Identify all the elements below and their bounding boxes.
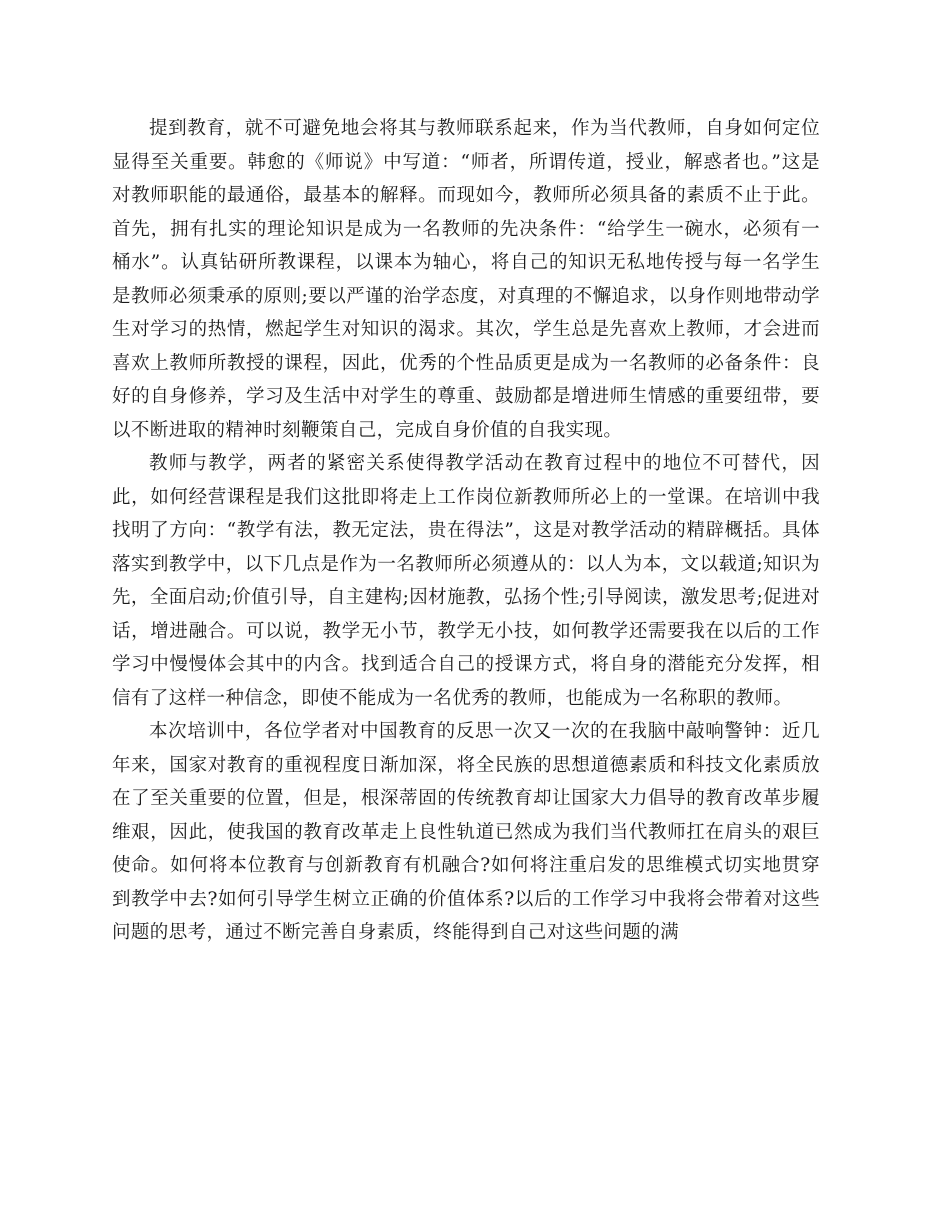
document-body <box>112 112 820 950</box>
paragraph-1: 提到教育，就不可避免地会将其与教师联系起来，作为当代教师，自身如何定位显得至关重要。韩愈的《师说》中写道：“师者，所谓传道，授业，解惑者也。”这是对教师职能的最通俗，最基本的解释。而现如今，教师所必须具备的素质不止于此。首先，拥有扎实的理论知识是成为一名教师的先决条件：“给学生一碗水，必须有一桶水”。认真钻研所教课程，以课本为轴心，将自己的知识无私地传授与每一名学生是教师必须秉承的原则;要以严谨的治学态度，对真理的不懈追求，以身作则地带动学生对学习的热情，燃起学生对知识的渴求。其次，学生总是先喜欢上教师，才会进而喜欢上教师所教授的课程，因此，优秀的个性品质更是成为一名教师的必备条件：良好的自身修养，学习及生活中对学生的尊重、鼓励都是增进师生情感的重要纽带，要以不断进取的精神时刻鞭策自己，完成自身价值的自我实现。 <box>112 118 820 441</box>
paragraph-3: 本次培训中，各位学者对中国教育的反思一次又一次的在我脑中敲响警钟：近几年来，国家对教育的重视程度日渐加深，将全民族的思想道德素质和科技文化素质放在了至关重要的位置，但是，根深蒂固的传统教育却让国家大力倡导的教育改革步履维艰，因此，使我国的教育改革走上良性轨道已然成为我们当代教师扛在肩头的艰巨使命。如何将本位教育与创新教育有机融合?如何将注重启发的思维模式切实地贯穿到教学中去?如何引导学生树立正确的价值体系?以后的工作学习中我将会带着对这些问题的思考，通过不断完善自身素质，终能得到自己对这些问题的满 <box>112 721 820 943</box>
paragraph-2: 教师与教学，两者的紧密关系使得教学活动在教育过程中的地位不可替代，因此，如何经营课程是我们这批即将走上工作岗位新教师所必上的一堂课。在培训中我找明了方向：“教学有法，教无定法，贵在得法”，这是对教学活动的精辟概括。具体落实到教学中，以下几点是作为一名教师所必须遵从的：以人为本，文以载道;知识为先，全面启动;价值引导，自主建构;因材施教，弘扬个性;引导阅读，激发思考;促进对话，增进融合。可以说，教学无小节，教学无小技，如何教学还需要我在以后的工作学习中慢慢体会其中的内含。找到适合自己的授课方式，将自身的潜能充分发挥，相信有了这样一种信念，即使不能成为一名优秀的教师，也能成为一名称职的教师。 <box>112 453 820 709</box>
